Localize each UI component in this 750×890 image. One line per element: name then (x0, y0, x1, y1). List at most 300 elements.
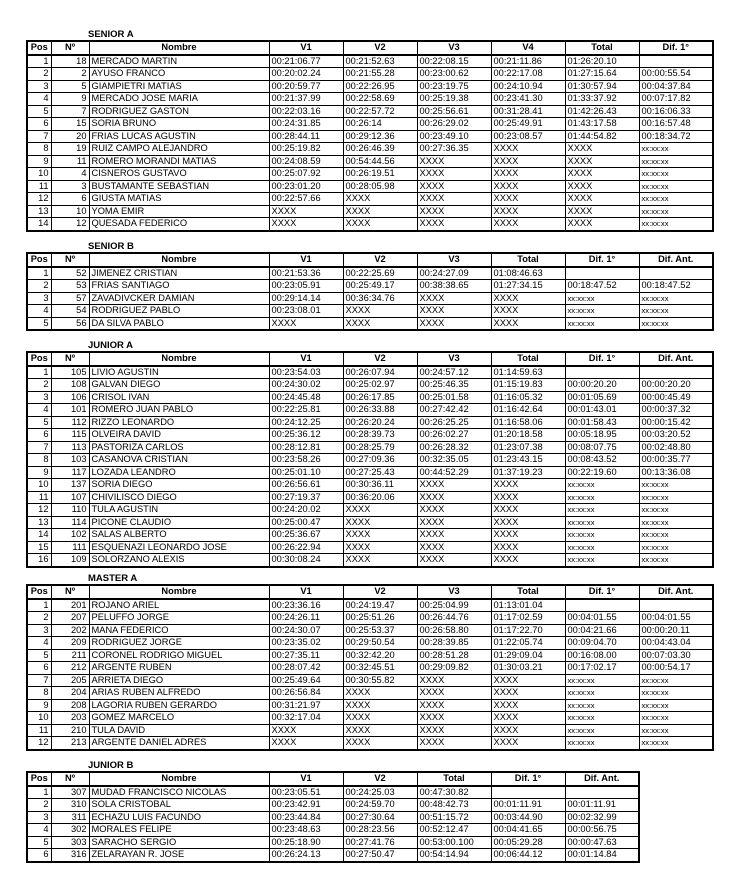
table-cell: 00:25:49.17 (343, 280, 417, 293)
table-cell: 101 (51, 404, 89, 417)
table-cell: 00:03:20.52 (639, 429, 713, 442)
table-cell: 00:25:49.91 (491, 118, 565, 131)
table-cell: XXXX (491, 205, 565, 218)
table-cell: XXXX (417, 168, 491, 181)
table-cell: xx:xx:xx (639, 491, 713, 504)
table-cell: 7 (27, 674, 51, 687)
table-cell: PICONE CLAUDIO (89, 516, 269, 529)
section-1 (26, 241, 714, 331)
table-cell: 01:14:59.63 (491, 366, 565, 379)
table-row (27, 786, 639, 799)
table-cell: xx:xx:xx (565, 479, 639, 492)
table-row (27, 624, 713, 637)
table-cell: 00:24:30.02 (269, 379, 343, 392)
table-header-row (27, 772, 639, 786)
table-cell: 00:13:36.08 (639, 466, 713, 479)
table-row (27, 662, 713, 675)
table-cell: OLVEIRA DAVID (89, 429, 269, 442)
table-cell: 01:30:57.94 (565, 80, 639, 93)
table-cell: 01:16:42.64 (491, 404, 565, 417)
table-cell: 00:28:51.28 (417, 649, 491, 662)
table-cell: xx:xx:xx (565, 737, 639, 750)
table-row (27, 687, 713, 700)
table-cell: 00:24:27.09 (417, 267, 491, 280)
table-cell: 211 (51, 649, 89, 662)
table-cell: 3 (27, 391, 51, 404)
table-cell: 00:26:24.13 (269, 849, 343, 862)
table-cell: 4 (51, 168, 89, 181)
table-cell: 00:28:05.98 (343, 180, 417, 193)
table-cell: 111 (51, 541, 89, 554)
column-header: Total (417, 772, 491, 786)
table-cell: 00:25:56.61 (417, 105, 491, 118)
table-cell: 00:24:19.47 (343, 599, 417, 612)
section-title: MASTER A (88, 573, 138, 584)
table-cell: 00:23:05.91 (269, 280, 343, 293)
table-cell: 00:26:19.51 (343, 168, 417, 181)
table-cell: XXXX (343, 218, 417, 231)
table-cell: 00:26:58.80 (417, 624, 491, 637)
table-cell: 209 (51, 637, 89, 650)
table-cell: XXXX (417, 554, 491, 567)
table-cell: SORIA BRUNO (89, 118, 269, 131)
table-cell: GOMEZ MARCELO (89, 712, 269, 725)
table-row (27, 529, 713, 542)
table-cell: 00:26:28.32 (417, 441, 491, 454)
table-cell: 00:24:30.07 (269, 624, 343, 637)
table-cell: 9 (27, 155, 51, 168)
table-cell: XXXX (417, 699, 491, 712)
table-cell: 01:20:18.58 (491, 429, 565, 442)
table-cell: XXXX (491, 529, 565, 542)
table-cell: 00:23:08.01 (269, 305, 343, 318)
column-header: Nº (51, 585, 89, 599)
table-cell: 00:05:18.95 (565, 429, 639, 442)
table-cell: 00:32:17.04 (269, 712, 343, 725)
table-row (27, 305, 713, 318)
table-cell: XXXX (417, 205, 491, 218)
table-cell: ROMERO MORANDI MATIAS (89, 155, 269, 168)
table-row (27, 637, 713, 650)
column-header: V1 (269, 352, 343, 366)
table-cell: 00:00:37.32 (639, 404, 713, 417)
table-cell: 2 (27, 799, 51, 812)
table-cell: 01:17:02.59 (491, 612, 565, 625)
table-cell: xx:xx:xx (565, 699, 639, 712)
table-cell: 00:26:07.94 (343, 366, 417, 379)
table-cell: FRIAS LUCAS AGUSTIN (89, 130, 269, 143)
table-cell: 11 (27, 724, 51, 737)
table-cell: 20 (51, 130, 89, 143)
table-header-row (27, 253, 713, 267)
table-cell: 01:37:19.23 (491, 466, 565, 479)
table-cell: xx:xx:xx (639, 317, 713, 330)
table-cell: CHIVILISCO DIEGO (89, 491, 269, 504)
table-cell: 00:31:21.97 (269, 699, 343, 712)
table-cell: 00:27:19.37 (269, 491, 343, 504)
table-cell: PASTORIZA CARLOS (89, 441, 269, 454)
table-cell: 00:29:09.82 (417, 662, 491, 675)
table-cell: XXXX (491, 516, 565, 529)
table-cell: 00:25:02.97 (343, 379, 417, 392)
table-cell: 108 (51, 379, 89, 392)
table-row (27, 155, 713, 168)
table-cell: xx:xx:xx (565, 541, 639, 554)
table-cell: 2 (27, 612, 51, 625)
table-header-row (27, 585, 713, 599)
table-cell: 9 (27, 699, 51, 712)
section-title: JUNIOR A (88, 340, 134, 351)
column-header: V1 (269, 585, 343, 599)
table-cell: XXXX (417, 180, 491, 193)
table-cell: 202 (51, 624, 89, 637)
table-cell: ROMERO JUAN PABLO (89, 404, 269, 417)
table-cell: 00:27:25.43 (343, 466, 417, 479)
table-cell: 01:23:43.15 (491, 454, 565, 467)
table-cell: 3 (27, 624, 51, 637)
table-cell: 00:23:05.51 (269, 786, 343, 799)
table-cell (639, 599, 713, 612)
table-cell: 00:24:45.48 (269, 391, 343, 404)
table-cell: xx:xx:xx (639, 205, 713, 218)
table-cell (565, 366, 639, 379)
table-row (27, 491, 713, 504)
table-row (27, 80, 713, 93)
column-header: Dif. 1° (639, 41, 713, 55)
table-cell: 00:04:41.65 (491, 824, 565, 837)
table-cell: RODRIGUEZ PABLO (89, 305, 269, 318)
table-cell: 137 (51, 479, 89, 492)
table-cell: XXXX (343, 305, 417, 318)
table-cell: 117 (51, 466, 89, 479)
table-cell: 00:23:54.03 (269, 366, 343, 379)
table-cell (565, 267, 639, 280)
table-cell: 00:03:44.90 (491, 811, 565, 824)
table-cell: XXXX (417, 491, 491, 504)
table-cell: 13 (27, 516, 51, 529)
table-cell: 213 (51, 737, 89, 750)
table-cell: 00:24:12.25 (269, 416, 343, 429)
table-cell: 5 (27, 416, 51, 429)
table-cell: RODRIGUEZ GASTON (89, 105, 269, 118)
table-cell: MORALES FELIPE (89, 824, 269, 837)
results-table (26, 40, 714, 232)
table-cell: 00:22:03.16 (269, 105, 343, 118)
table-cell: XXXX (491, 143, 565, 156)
table-cell: 2 (27, 68, 51, 81)
table-cell: GALVAN DIEGO (89, 379, 269, 392)
table-cell: XXXX (491, 674, 565, 687)
table-cell: 00:22:08.15 (417, 55, 491, 68)
table-cell: 6 (27, 118, 51, 131)
table-cell: 00:18:47.52 (565, 280, 639, 293)
table-cell: xx:xx:xx (565, 292, 639, 305)
table-cell: 00:21:53.36 (269, 267, 343, 280)
column-header: Pos (27, 772, 51, 786)
column-header: Dif. Ant. (565, 772, 639, 786)
table-row (27, 599, 713, 612)
table-cell: 01:44:54.82 (565, 130, 639, 143)
table-cell: 00:25:04.99 (417, 599, 491, 612)
column-header: Nombre (89, 253, 269, 267)
table-cell: CORONEL RODRIGO MIGUEL (89, 649, 269, 662)
table-row (27, 849, 639, 862)
table-cell: 7 (27, 441, 51, 454)
table-cell: XXXX (269, 205, 343, 218)
table-cell: 00:48:42.73 (417, 799, 491, 812)
table-cell: 00:00:47.63 (565, 836, 639, 849)
table-cell: 19 (51, 143, 89, 156)
table-cell: XXXX (417, 292, 491, 305)
table-cell: 00:07:17.82 (639, 93, 713, 106)
table-cell: 8 (27, 687, 51, 700)
table-cell: 01:16:58.06 (491, 416, 565, 429)
table-cell: 00:28:39.85 (417, 637, 491, 650)
table-cell: 00:20:59.77 (269, 80, 343, 93)
table-cell: 00:04:21.66 (565, 624, 639, 637)
table-cell: 00:32:45.51 (343, 662, 417, 675)
table-cell: 00:22:17.08 (491, 68, 565, 81)
table-cell: 1 (27, 267, 51, 280)
table-cell: XXXX (343, 737, 417, 750)
table-cell: 14 (27, 218, 51, 231)
table-header-row (27, 352, 713, 366)
table-cell: XXXX (343, 712, 417, 725)
table-cell: xx:xx:xx (565, 712, 639, 725)
table-cell: ARGENTE DANIEL ADRES (89, 737, 269, 750)
table-cell: 00:28:12.81 (269, 441, 343, 454)
table-row (27, 836, 639, 849)
table-cell: 00:36:34.76 (343, 292, 417, 305)
table-cell: xx:xx:xx (639, 292, 713, 305)
table-cell: 01:26:20.10 (565, 55, 639, 68)
table-cell: 00:01:58.43 (565, 416, 639, 429)
table-cell: 4 (27, 404, 51, 417)
table-cell: XXXX (565, 180, 639, 193)
table-cell: xx:xx:xx (639, 143, 713, 156)
table-cell: ZELARAYAN R. JOSE (89, 849, 269, 862)
table-cell: 7 (27, 130, 51, 143)
table-cell: RODRIGUEZ JORGE (89, 637, 269, 650)
table-cell: 00:32:42.20 (343, 649, 417, 662)
table-cell: 00:27:35.11 (269, 649, 343, 662)
table-cell: 12 (51, 218, 89, 231)
section-title: JUNIOR B (88, 760, 134, 771)
table-row (27, 379, 713, 392)
table-cell: XXXX (417, 218, 491, 231)
results-table (26, 351, 714, 568)
table-cell: RIZZO LEONARDO (89, 416, 269, 429)
column-header: Nº (51, 41, 89, 55)
table-row (27, 292, 713, 305)
table-cell: XXXX (491, 737, 565, 750)
table-cell: XXXX (343, 529, 417, 542)
table-cell: 00:25:46.35 (417, 379, 491, 392)
table-cell: xx:xx:xx (639, 168, 713, 181)
table-row (27, 180, 713, 193)
table-cell: 00:31:28.41 (491, 105, 565, 118)
table-row (27, 504, 713, 517)
table-cell: xx:xx:xx (639, 541, 713, 554)
table-cell: 00:21:11.86 (491, 55, 565, 68)
table-row (27, 554, 713, 567)
table-cell: 00:18:34.72 (639, 130, 713, 143)
table-cell: 00:04:37.84 (639, 80, 713, 93)
table-cell: 00:26:29.02 (417, 118, 491, 131)
column-header: Pos (27, 585, 51, 599)
table-cell: 5 (27, 105, 51, 118)
table-cell: XXXX (491, 180, 565, 193)
table-cell: 8 (27, 454, 51, 467)
table-cell: XXXX (491, 554, 565, 567)
table-cell: 10 (27, 479, 51, 492)
table-cell: ARIAS RUBEN ALFREDO (89, 687, 269, 700)
table-cell: 01:30:03.21 (491, 662, 565, 675)
table-cell: xx:xx:xx (639, 180, 713, 193)
table-cell: 16 (27, 554, 51, 567)
table-cell: XXXX (343, 516, 417, 529)
table-row (27, 479, 713, 492)
column-header: Dif. 1° (565, 253, 639, 267)
table-cell: XXXX (417, 724, 491, 737)
table-cell: XXXX (491, 305, 565, 318)
table-cell: 00:24:57.12 (417, 366, 491, 379)
table-cell: 00:27:41.76 (343, 836, 417, 849)
section-0 (26, 29, 714, 232)
table-cell: 00:23:44.84 (269, 811, 343, 824)
table-cell: 00:25:19.82 (269, 143, 343, 156)
table-cell: 00:28:39.73 (343, 429, 417, 442)
table-cell: 00:24:31.85 (269, 118, 343, 131)
table-cell: 00:23:49.10 (417, 130, 491, 143)
table-cell: 5 (27, 649, 51, 662)
table-cell: JIMENEZ CRISTIAN (89, 267, 269, 280)
table-cell: 00:21:55.28 (343, 68, 417, 81)
table-cell: 00:00:20.20 (565, 379, 639, 392)
table-row (27, 541, 713, 554)
table-cell: 00:23:41.30 (491, 93, 565, 106)
table-cell: ECHAZU LUIS FACUNDO (89, 811, 269, 824)
table-cell: 110 (51, 504, 89, 517)
table-cell: 2 (51, 68, 89, 81)
column-header: V2 (343, 253, 417, 267)
table-row (27, 168, 713, 181)
table-cell: xx:xx:xx (639, 712, 713, 725)
table-row (27, 724, 713, 737)
table-cell: XXXX (343, 317, 417, 330)
table-cell: 00:08:07.75 (565, 441, 639, 454)
table-cell: XXXX (343, 541, 417, 554)
table-cell: xx:xx:xx (565, 491, 639, 504)
table-row (27, 454, 713, 467)
table-cell: 00:01:05.69 (565, 391, 639, 404)
table-header-row (27, 41, 713, 55)
column-header: V3 (417, 41, 491, 55)
table-cell: 00:24:59.70 (343, 799, 417, 812)
table-cell: XXXX (417, 541, 491, 554)
table-cell: 01:23:07.38 (491, 441, 565, 454)
table-cell: XXXX (343, 687, 417, 700)
table-cell: 00:01:43.01 (565, 404, 639, 417)
table-cell: 1 (27, 599, 51, 612)
table-row (27, 105, 713, 118)
table-cell: XXXX (269, 218, 343, 231)
table-cell: XXXX (417, 529, 491, 542)
table-cell: 6 (27, 849, 51, 862)
table-cell: 00:26:14 (343, 118, 417, 131)
column-header: V3 (417, 253, 491, 267)
table-cell: 00:36:20.06 (343, 491, 417, 504)
table-cell: 6 (27, 429, 51, 442)
table-cell: XXXX (269, 317, 343, 330)
table-cell: 00:02:32.99 (565, 811, 639, 824)
table-cell: AYUSO FRANCO (89, 68, 269, 81)
section-2 (26, 340, 714, 568)
table-cell: 00:25:01.10 (269, 466, 343, 479)
table-row (27, 612, 713, 625)
table-cell: 00:23:01.20 (269, 180, 343, 193)
table-cell: 00:00:15.42 (639, 416, 713, 429)
table-cell: 13 (27, 205, 51, 218)
table-cell: 00:25:00.47 (269, 516, 343, 529)
table-cell: 00:23:36.16 (269, 599, 343, 612)
table-cell: xx:xx:xx (565, 724, 639, 737)
table-cell: SOLA CRISTOBAL (89, 799, 269, 812)
table-cell: 00:24:10.94 (491, 80, 565, 93)
table-cell: BUSTAMANTE SEBASTIAN (89, 180, 269, 193)
table-cell: 8 (27, 143, 51, 156)
table-cell: 9 (27, 466, 51, 479)
table-row (27, 441, 713, 454)
table-cell (639, 366, 713, 379)
column-header: Nombre (89, 772, 269, 786)
table-cell: 3 (27, 292, 51, 305)
table-cell: 11 (27, 180, 51, 193)
table-cell: XXXX (491, 724, 565, 737)
table-cell: 00:22:26.95 (343, 80, 417, 93)
table-cell: 00:23:58.26 (269, 454, 343, 467)
table-cell: XXXX (565, 205, 639, 218)
table-cell: MERCADO MARTIN (89, 55, 269, 68)
table-cell: XXXX (417, 317, 491, 330)
table-cell: XXXX (565, 218, 639, 231)
column-header: Nombre (89, 585, 269, 599)
table-cell: 4 (27, 305, 51, 318)
table-cell: 00:22:58.69 (343, 93, 417, 106)
table-cell: 00:51:15.72 (417, 811, 491, 824)
table-cell: LAGORIA RUBEN GERARDO (89, 699, 269, 712)
table-cell: 00:25:07.92 (269, 168, 343, 181)
table-cell: 12 (27, 193, 51, 206)
table-cell: ROJANO ARIEL (89, 599, 269, 612)
table-cell: XXXX (565, 193, 639, 206)
table-cell: XXXX (491, 687, 565, 700)
table-row (27, 366, 713, 379)
table-cell: XXXX (417, 712, 491, 725)
table-cell: 00:25:01.58 (417, 391, 491, 404)
table-cell: TULA AGUSTIN (89, 504, 269, 517)
table-row (27, 649, 713, 662)
column-header: Dif. Ant. (639, 253, 713, 267)
table-row (27, 824, 639, 837)
table-cell: XXXX (343, 193, 417, 206)
table-cell: 00:47:30.82 (417, 786, 491, 799)
table-cell: 307 (51, 786, 89, 799)
table-cell: XXXX (491, 712, 565, 725)
table-cell: 00:52:12.47 (417, 824, 491, 837)
table-row (27, 799, 639, 812)
table-cell: 00:38:38.65 (417, 280, 491, 293)
